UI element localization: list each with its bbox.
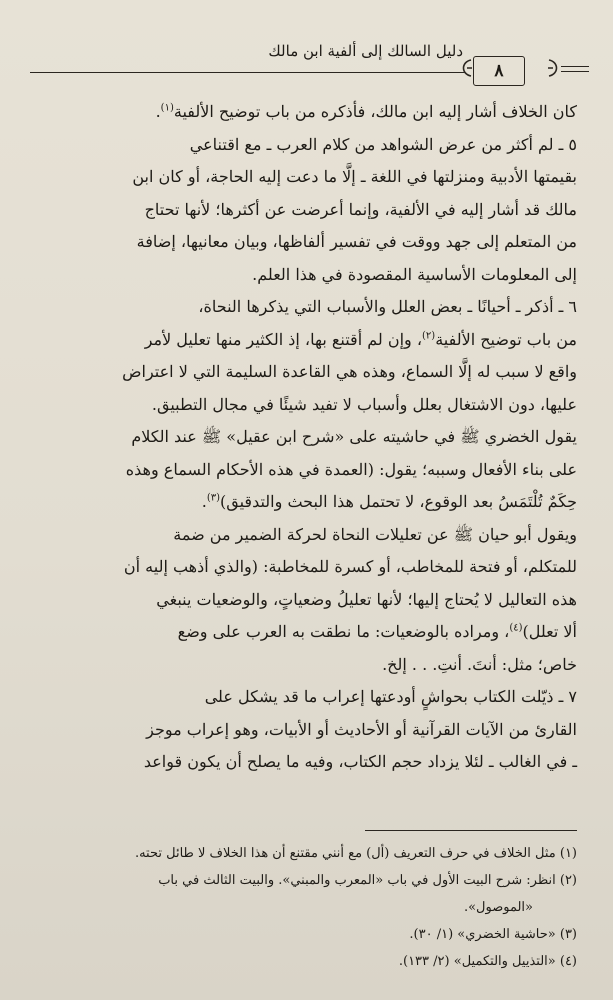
ornament-right-icon — [547, 58, 561, 78]
header-rule — [30, 72, 465, 73]
footnote: (١) مثل الخلاف في حرف التعريف (أل) مع أنني مقتنع أن هذا الخلاف لا طائل تحته. — [134, 846, 577, 861]
text-line: واقع لا سبب له إلَّا السماع، وهذه هي القاعدة السليمة التي لا اعتراض — [122, 362, 577, 381]
footnote-marker: (٤) — [509, 622, 523, 634]
text-line: ألا تعلل)$^{(٤)}$، ومراده بالوضعيات: ما نطقت به العرب على وضع — [177, 622, 577, 641]
text-line: ـ في الغالب ـ لئلا يزداد حجم الكتاب، وفيه ما يصلح أن يكون قواعد — [143, 752, 577, 771]
text-line: مالك قد أشار إليه في الألفية، وإنما أعرضت عن أكثرها؛ لأنها تحتاج — [144, 199, 577, 219]
page-number-box — [473, 56, 525, 86]
text-line: على بناء الأفعال وسببه؛ يقول: (العمدة في هذه الأحكام السماع وهذه — [125, 459, 577, 479]
footnote-marker: (١) — [160, 102, 174, 114]
text-line: هذه التعاليل لا يُحتاج إليها؛ لأنها تعليلُ وضعياتٍ، والوضعيات ينبغي — [156, 589, 577, 609]
text-line: من المتعلم إلى جهد ووقت في تفسير ألفاظها، وبيان معانيها، إضافة — [136, 232, 577, 251]
text-line: ٦ ـ أذكر ـ أحيانًا ـ بعض العلل والأسباب التي يذكرها النحاة، — [198, 297, 577, 316]
footnotes — [36, 840, 577, 975]
text-line: من باب توضيح الألفية$^{(٢)}$، وإن لم أقتنع بها، إذ الكثير منها تعليل لأمر — [144, 329, 577, 349]
text-line: للمتكلم، أو فتحة للمخاطب، أو كسرة للمخاطبة: (والذي أذهب إليه أن — [123, 557, 577, 576]
page-number: ٨ — [494, 61, 504, 81]
text-line: بقيمتها الأدبية ومنزلتها في اللغة ـ إلَّا ما دعت إليه الحاجة، أو كان ابن — [132, 167, 577, 186]
footnote-marker: (٢) — [422, 330, 436, 342]
footnote: (٤) «التذييل والتكميل» (٢/ ١٣٣). — [398, 954, 577, 969]
header-corner-rules — [561, 66, 589, 76]
footnote-marker: (٣) — [206, 492, 221, 504]
text-line: يقول الخضري ﷺ في حاشيته على «شرح ابن عقيل» ﷺ عند الكلام — [131, 427, 577, 446]
footnote: (٢) انظر: شرح البيت الأول في باب «المعرب والمبني». والبيت الثالث في باب — [158, 873, 577, 888]
text-line: كان الخلاف أشار إليه ابن مالك، فأذكره من باب توضيح الألفية$^{(١)}$. — [155, 102, 577, 121]
text-line: ويقول أبو حيان ﷺ عن تعليلات النحاة لحركة الضمير من ضمة — [173, 524, 577, 544]
footnote: (٣) «حاشية الخضري» (١/ ٣٠). — [409, 927, 577, 942]
main-text — [36, 96, 577, 779]
running-title: دليل السالك إلى ألفية ابن مالك — [268, 42, 463, 60]
text-line: ٥ ـ لم أكثر من عرض الشواهد من كلام العرب ـ مع اقتناعي — [189, 134, 577, 154]
text-line: ٧ ـ ذيّلت الكتاب بحواشٍ أودعتها إعراب ما قد يشكل على — [204, 687, 577, 706]
footnote-continuation: «الموصول». — [463, 900, 533, 915]
text-line: القارئ من الآيات القرآنية أو الأحاديث أو الأبيات، وهو إعراب موجز — [146, 719, 577, 739]
text-line: عليها، دون الاشتغال بعلل وأسباب لا تفيد شيئًا في مجال التطبيق. — [151, 394, 577, 414]
text-line: حِكَمٌ تُلْتَمَسُ بعد الوقوع، لا تحتمل هذا البحث والتدقيق)$^{(٣)}$. — [201, 492, 577, 511]
footnote-separator — [365, 830, 577, 831]
text-line: خاص؛ مثل: أنتَ. أنتِ. . . إلخ. — [382, 654, 577, 674]
ornament-left-icon — [459, 58, 473, 78]
text-line: إلى المعلومات الأساسية المقصودة في هذا العلم. — [252, 264, 577, 284]
